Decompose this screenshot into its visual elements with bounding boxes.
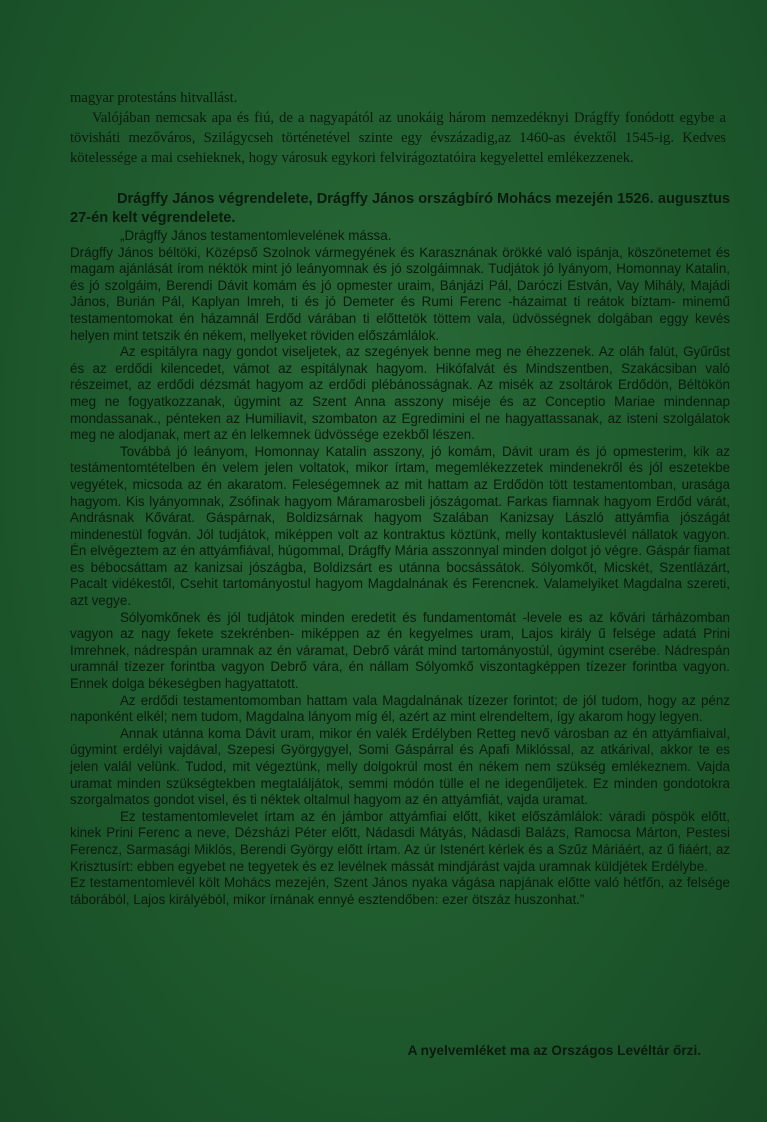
testament-intro: „Drágffy János testamentomlevelének mássa. (120, 228, 392, 243)
testament-closing: Ez testamentomlevél költ Mohács mezején, Szent János nyaka vágása napjának előtte való hétfőn, az felsége táborából, Lajos királyéból, mikor írnának ennyé esztendőben: ezer ötszáz huszonhat.” (70, 875, 730, 907)
testament-paragraph: Az erdődi testamentomomban hattam vala Magdalnának tízezer forintot; de jól tudom, hogy az pénz naponként elkél; nem tudom, Magdalna lányom míg él, azért az mint elrendeltem, így akarom hogy legyen. (70, 692, 730, 725)
testament-paragraph: Ez testamentomlevelet írtam az én jámbor attyámfiai előtt, kiket előszámlálok: váradi pöspök előtt, kinek Prini Ferenc a neve, Dézsházi Péter előtt, Nádasdi Mátyás, Nádasdi Balázs, Ramocsa Márton, Pestesi Ferencz, Sarmasági Miklós, Berendi György előtt írtam. Az úr Istenért kérlek és a Szűz Máriáért, az ű fiáért, az Krisztusírt: ebben egyebet ne tegyetek és ez levélnek mássát mindjárást vajda uramnak küldjétek Erdélybe. (70, 808, 730, 874)
archive-note: A nyelvemléket ma az Országos Levéltár őrzi. (407, 1043, 701, 1058)
testament-paragraph: Továbbá jó leányom, Homonnay Katalin asszony, jó komám, Dávit uram és jó opmesterim, kik az testámentomtételben én velem jelen voltatok, mikor írtam, megemlékezzetek mindenekről és jól eszetekbe vegyétek, micsoda az én akaratom. Feleségemnek az mit hattam az Erdődön tött testamentomban, urasága hagyom. Kis lyányomnak, Zsófinak hagyom Máramarosbeli jószágomat. Farkas fiamnak hagyom Erdőd várát, Andrásnak Kővárat. Gáspárnak, Boldizsárnak hagyom Szalában Kanizsay László attyámfia jószágát mindenestül fogván. Jól tudjátok, miképpen volt az kontraktus köztünk, melly kontaktuslevél nállatok vagyon. Én elvégeztem az én attyámfiával, húgommal, Drágffy Mária asszonnyal minden dolgot jó végre. Gáspár fiamat es bébocsáttam az kanizsai jószágba, Boldizsárt es utánna bocsássátok. Sólyomkőt, Micskét, Szentlázárt, Pacalt vidékestől, Csehit tartományostul hagyom Magdalnának és Ferencnek. Valamelyiket Magdalna szereti, azt vegye. (70, 443, 730, 609)
intro-line: magyar protestáns hitvallást. (70, 90, 238, 106)
testament-text (70, 228, 730, 908)
testament-paragraph: Drágffy János béltöki, Középső Szolnok vármegyének és Karasznának örökké való ispánja, köszönetemet és magam ajánlását írom néktök mint jó leányomnak és jó szolgáimnak. Tudjátok jó lyányom, Homonnay Katalin, és jó szolgáim, Berendi Dávit komám és jó opmester uraim, Bánjázi Pál, Daróczi Estván, Vay Mihály, Majádi János, Burián Pál, Kaplyan Imreh, ti és jó Demeter és Rumi Ferenc -házaimat ti reátok bíztam- minemű testamentomokat én házamnál Erdőd várában ti előttetök töttem vala, üdvösségnek dolgában eggy kevés helyen mint tetszik én nékem, mellyeket röviden előszámlálok. (70, 244, 730, 343)
testament-paragraph: Sólyomkőnek és jól tudjátok minden eredetit és fundamentomát -levele es az kővári tárházomban vagyon az nagy fekete szekrénben- miképpen az én kegyelmes uram, Lajos király ű felsége adatá Prini Imrehnek, nádrespán uramnak az én váramat, Debrő várát mind tartományostúl, úgymint cserébe. Nádrespán uramnál tízezer forintba vagyon Debrő vára, én nállam Sólyomkő viszontagképpen tízezer forintba vagyon. Ennek dolga békeségben hagyattatott. (70, 609, 730, 692)
intro-paragraph: Valójában nemcsak apa és fiú, de a nagyapától az unokáig három nemzedéknyi Drágffy fonódott egybe a tövisháti mezőváros, Szilágycseh történetével szinte egy évszázadig,az 1460-as évektől 1545-ig. Kedves kötelessége a mai csehieknek, hogy városuk egykori felvirágoztatóira kegyelettel emlékezzenek. (70, 110, 726, 166)
testament-paragraph: Annak utánna koma Dávit uram, mikor én valék Erdélyben Retteg nevő városban az én attyámfiaival, úgymint erdélyi vajdával, Szepesi Györgygyel, Somi Gáspárral és Apafi Miklóssal, az atkárival, akkor te es jelen valál velünk. Tudod, mit végeztünk, melly dolgokrúl most én nékem nem szükség emlékeznem. Vajda uramat minden szükségtekben megtaláljátok, semmi módón tülle el ne idegenűljetek. Ez minden gondotokra szorgalmatos gondot visel, és ti néktek oltalmul hagyom az én attyámfiát, vajda uramat. (70, 725, 730, 808)
testament-title: Drágffy János végrendelete, Drágffy János országbíró Mohács mezején 1526. augusztus 27-én kelt végrendelete. (70, 191, 730, 226)
intro-section (70, 88, 726, 168)
testament-paragraph: Az espitályra nagy gondot viseljetek, az szegények benne meg ne éhezzenek. Az oláh falút, Gyűrűst és az erdődi kilencedet, vámot az espitálynak hagyom. Hikófalvát és Mindszentben, Szakácsiban való részeimet, az erdődi dézsmát hagyom az erdődi plébánosságnak. Az misék az zsoltárok Erdődön, Béltökön meg ne fogyatkozzanak, úgymint az Szent Anna asszony miséje és az Conceptio Mariae mindennap mondassanak., pénteken az Humiliavit, szombaton az Egredimini el ne hagyattassanak, az isteni szolgálatok meg ne alodjanak, mert az én lelkemnek üdvössége ezekből lészen. (70, 344, 730, 443)
